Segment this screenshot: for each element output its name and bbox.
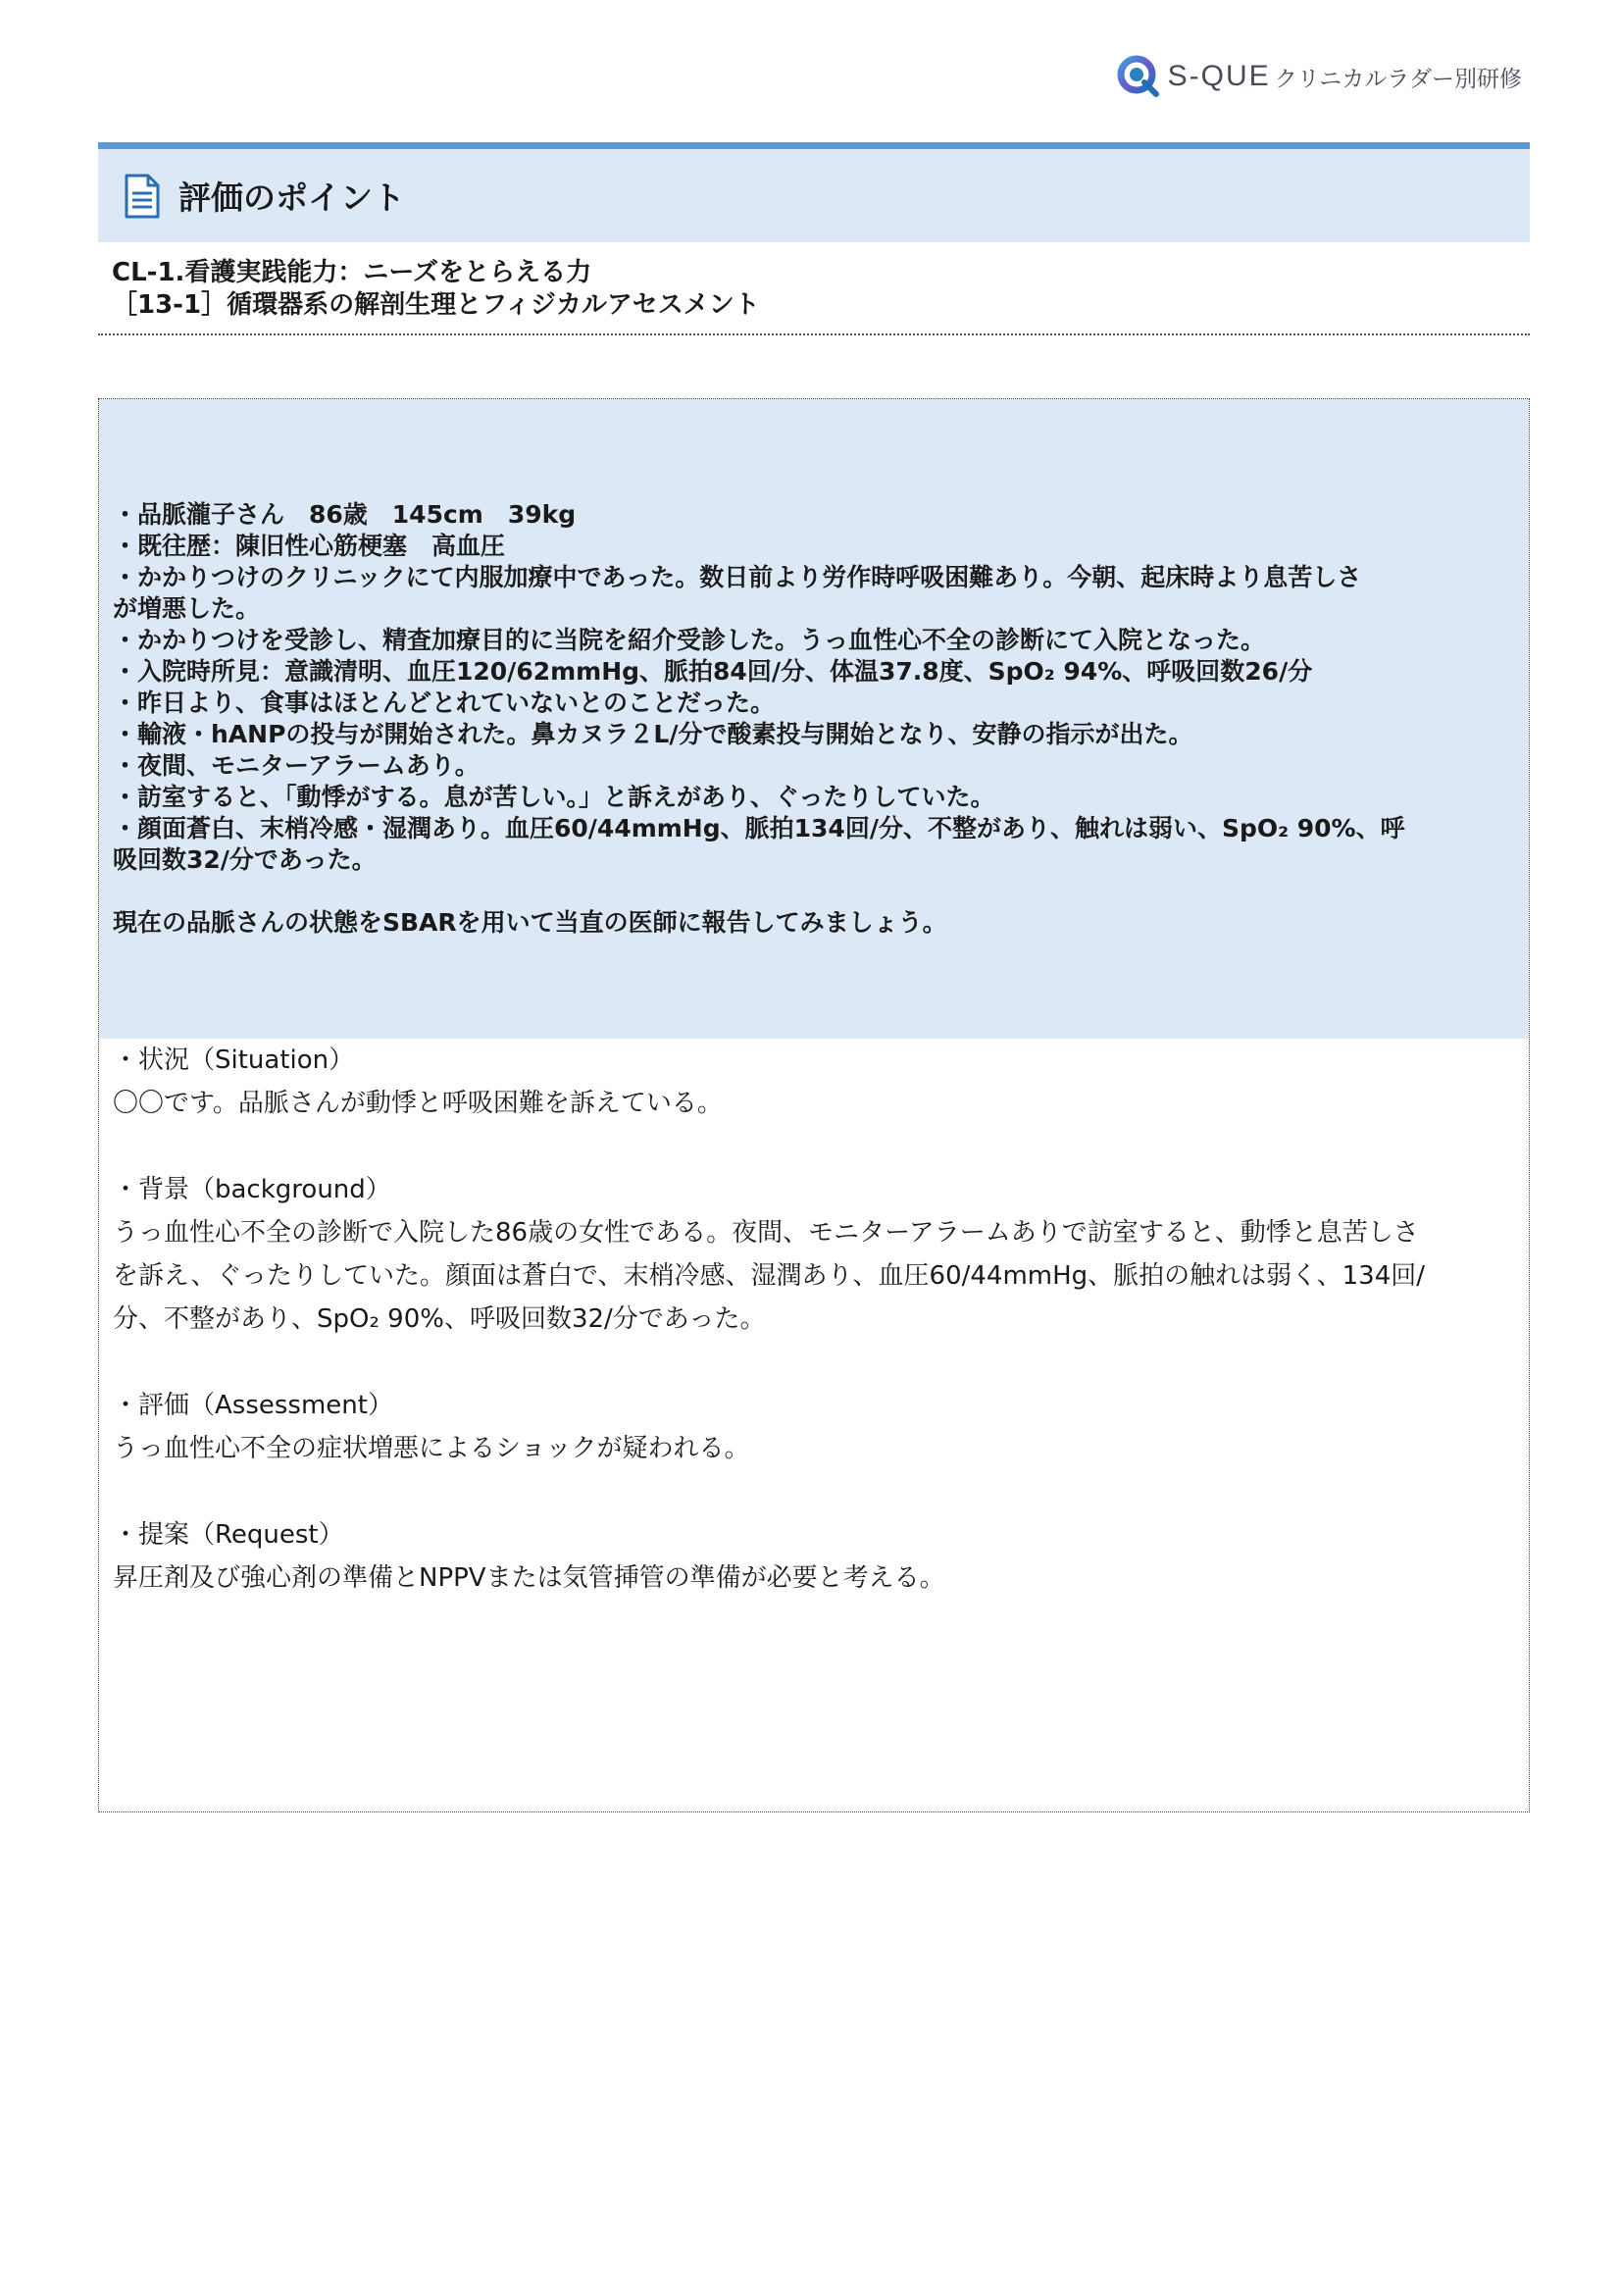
sbar-text: 分、不整があり、SpO₂ 90%、呼吸回数32/分であった。 <box>113 1304 766 1334</box>
sbar-request <box>113 1513 1515 1600</box>
course-line-2: ［13-1］循環器系の解剖生理とフィジカルアセスメント <box>112 290 760 320</box>
logo-ring-icon <box>1115 53 1162 100</box>
case-line: ・夜間、モニターアラームあり。 <box>113 751 480 780</box>
sbar-background <box>113 1168 1515 1341</box>
case-line: ・入院時所見：意識清明、血圧120/62mmHg、脈拍84回/分、体温37.8度、SpO₂ 94%、呼吸回数26/分 <box>113 657 1313 686</box>
case-line: ・かかりつけのクリニックにて内服加療中であった。数日前より労作時呼吸困難あり。今朝、起床時より息苦しさ <box>113 563 1362 591</box>
course-line-1: CL-1.看護実践能力：ニーズをとらえる力 <box>112 258 592 287</box>
logo-brand-text: S-QUE <box>1167 60 1271 92</box>
case-line: ・昨日より、食事はほとんどとれていないとのことだった。 <box>113 689 776 717</box>
document-icon <box>124 174 161 219</box>
case-line: ・品脈瀧子さん 86歳 145cm 39kg <box>113 500 577 529</box>
case-line: ・顔面蒼白、末梢冷感・湿潤あり。血圧60/44mmHg、脈拍134回/分、不整があり、触れは弱い、SpO₂ 90%、呼 <box>113 814 1405 842</box>
dotted-divider <box>98 333 1530 335</box>
sbar-text: 〇〇です。品脈さんが動悸と呼吸困難を訴えている。 <box>113 1089 723 1118</box>
sbar-heading: ・状況（Situation） <box>113 1046 355 1075</box>
sbar-answer <box>113 1039 1515 1643</box>
section-header <box>98 142 1530 242</box>
sbar-text: 昇圧剤及び強心剤の準備とNPPVまたは気管挿管の準備が必要と考える。 <box>113 1563 945 1593</box>
sbar-situation <box>113 1039 1515 1125</box>
case-line: ・訪室すると、「動悸がする。息が苦しい。」と訴えがあり、ぐったりしていた。 <box>113 783 995 811</box>
sbar-assessment <box>113 1384 1515 1470</box>
sbar-text: うっ血性心不全の症状増悪によるショックが疑われる。 <box>113 1434 750 1463</box>
brand-logo <box>1115 49 1522 104</box>
case-line: ・既往歴：陳旧性心筋梗塞 高血圧 <box>113 532 506 560</box>
sbar-heading: ・評価（Assessment） <box>113 1391 393 1420</box>
case-line: ・輸液・hANPの投与が開始された。鼻カヌラ２L/分で酸素投与開始となり、安静の指示が出た。 <box>113 720 1193 748</box>
sbar-text: を訴え、ぐったりしていた。顔面は蒼白で、末梢冷感、湿潤あり、血圧60/44mmHg、脈拍の触れは弱く、134回/ <box>113 1261 1426 1291</box>
sbar-text: うっ血性心不全の診断で入院した86歳の女性である。夜間、モニターアラームありで訪室すると、動悸と息苦しさ <box>113 1218 1419 1248</box>
case-description <box>99 399 1529 1039</box>
case-box <box>98 398 1530 1812</box>
sbar-heading: ・背景（background） <box>113 1175 391 1204</box>
course-title <box>112 257 760 322</box>
page-title: 評価のポイント <box>178 179 405 217</box>
case-line: 吸回数32/分であった。 <box>113 845 377 874</box>
logo-subtitle: クリニカルラダー別研修 <box>1274 66 1522 92</box>
case-question: 現在の品脈さんの状態をSBARを用いて当直の医師に報告してみましょう。 <box>113 908 947 937</box>
case-line: が増悪した。 <box>113 594 261 623</box>
sbar-heading: ・提案（Request） <box>113 1520 344 1550</box>
case-line: ・かかりつけを受診し、精査加療目的に当院を紹介受診した。うっ血性心不全の診断にて入院となった。 <box>113 626 1266 654</box>
